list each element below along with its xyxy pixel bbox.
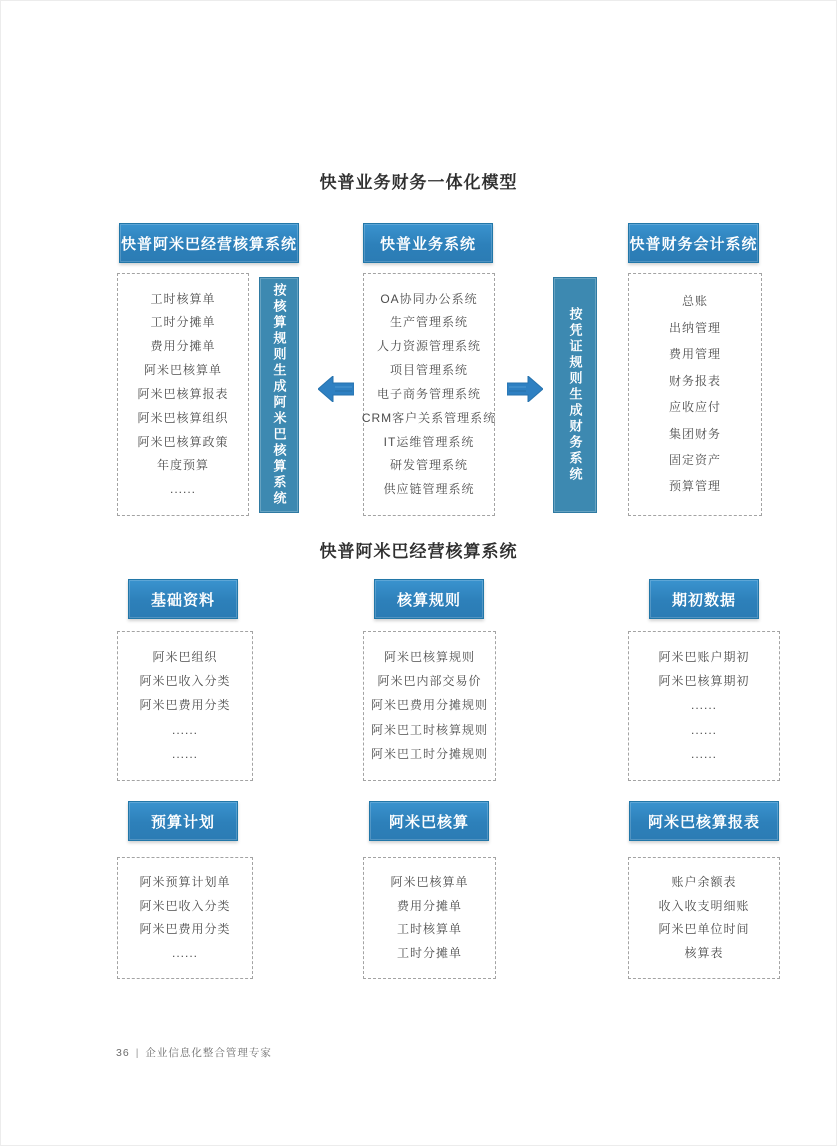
list-item: ...... <box>171 746 198 761</box>
right-arrow-icon <box>507 376 543 402</box>
list-item: 阿米巴费用分类 <box>139 922 231 937</box>
header-amoeba-accounting: 阿米巴核算 <box>369 801 489 841</box>
list-item: 供应链管理系统 <box>383 482 475 497</box>
list-item: 电子商务管理系统 <box>376 386 481 401</box>
list-item: 阿米预算计划单 <box>139 875 231 890</box>
list-item: 总账 <box>681 294 708 309</box>
list-item: ...... <box>690 722 717 737</box>
section1-title: 快普业务财务一体化模型 <box>319 173 518 192</box>
financial-system-item-list <box>628 273 762 516</box>
header-business-system: 快普业务系统 <box>363 223 493 263</box>
list-item: 阿米巴核算单 <box>143 363 222 378</box>
list-item: 账户余额表 <box>671 875 737 890</box>
amoeba-accounting-item-list <box>117 273 249 516</box>
list-item: 收入收支明细账 <box>658 898 750 913</box>
footer-slogan: 企业信息化整合管理专家 <box>145 1047 272 1059</box>
list-item: ...... <box>690 746 717 761</box>
list-item: 阿米巴工时核算规则 <box>370 722 488 737</box>
list-item: 生产管理系统 <box>389 315 468 330</box>
header-opening-data: 期初数据 <box>649 579 759 619</box>
left-arrow-icon <box>318 376 354 402</box>
list-item: 阿米巴核算规则 <box>383 650 475 664</box>
list-item: 人力资源管理系统 <box>376 339 481 354</box>
budget-plan-item-list <box>117 857 253 979</box>
list-item: 阿米巴收入分类 <box>139 898 231 913</box>
list-item: 费用分摊单 <box>396 898 462 913</box>
header-accounting-rules: 核算规则 <box>374 579 484 619</box>
amoeba-accounting-item-list2 <box>363 857 496 979</box>
list-item: ...... <box>171 722 198 737</box>
list-item: 阿米巴工时分摊规则 <box>370 746 488 761</box>
rule-bar-amoeba <box>259 277 299 513</box>
page-footer <box>116 1045 272 1060</box>
header-budget-plan: 预算计划 <box>128 801 238 841</box>
list-item: 阿米巴单位时间 <box>658 922 750 937</box>
list-item: 固定资产 <box>668 452 721 467</box>
rule-bar-finance-label: 按凭证规则生成财务系统 <box>567 307 583 483</box>
rule-bar-finance <box>553 277 597 513</box>
list-item: 工时核算单 <box>396 922 462 937</box>
list-item: 集团财务 <box>668 426 721 441</box>
list-item: 费用分摊单 <box>150 339 216 354</box>
accounting-rules-item-list <box>363 631 496 781</box>
header-amoeba-accounting-system: 快普阿米巴经营核算系统 <box>119 223 299 263</box>
opening-data-item-list <box>628 631 780 781</box>
list-item: OA协同办公系统 <box>380 291 478 306</box>
list-item: IT运维管理系统 <box>383 434 475 449</box>
list-item: 阿米巴账户期初 <box>658 650 750 664</box>
list-item: 阿米巴费用分摊规则 <box>370 698 488 713</box>
list-item: 阿米巴核算组织 <box>137 410 229 425</box>
header-basic-data: 基础资料 <box>128 579 238 619</box>
list-item: 出纳管理 <box>668 320 721 335</box>
list-item: ...... <box>171 945 198 960</box>
header-amoeba-accounting-reports: 阿米巴核算报表 <box>629 801 779 841</box>
list-item: 阿米巴内部交易价 <box>377 674 482 689</box>
list-item: 预算管理 <box>668 479 721 494</box>
basic-data-item-list <box>117 631 253 781</box>
list-item: 财务报表 <box>668 373 721 388</box>
list-item: 年度预算 <box>156 458 209 473</box>
list-item: 工时分摊单 <box>150 315 216 330</box>
section2-title: 快普阿米巴经营核算系统 <box>319 542 518 561</box>
list-item: ...... <box>169 482 196 497</box>
footer-separator: | <box>135 1046 140 1059</box>
list-item: 阿米巴收入分类 <box>139 674 231 689</box>
list-item: 阿米巴核算期初 <box>658 674 750 689</box>
page-number: 36 <box>116 1046 130 1059</box>
rule-bar-amoeba-label: 按核算规则生成阿米巴核算系统 <box>271 283 287 507</box>
business-system-item-list <box>363 273 495 516</box>
list-item: CRM客户关系管理系统 <box>361 410 497 425</box>
list-item: ...... <box>690 698 717 713</box>
list-item: 阿米巴核算单 <box>390 875 469 890</box>
amoeba-reports-item-list <box>628 857 780 979</box>
list-item: 研发管理系统 <box>389 458 468 473</box>
list-item: 阿米巴组织 <box>152 650 218 664</box>
list-item: 应收应付 <box>668 400 721 415</box>
list-item: 阿米巴费用分类 <box>139 698 231 713</box>
list-item: 阿米巴核算政策 <box>137 434 229 449</box>
list-item: 核算表 <box>684 945 724 960</box>
list-item: 项目管理系统 <box>389 363 468 378</box>
list-item: 费用管理 <box>668 347 721 362</box>
header-financial-accounting-system: 快普财务会计系统 <box>628 223 759 263</box>
list-item: 工时核算单 <box>150 291 216 306</box>
list-item: 阿米巴核算报表 <box>137 386 229 401</box>
list-item: 工时分摊单 <box>396 945 462 960</box>
